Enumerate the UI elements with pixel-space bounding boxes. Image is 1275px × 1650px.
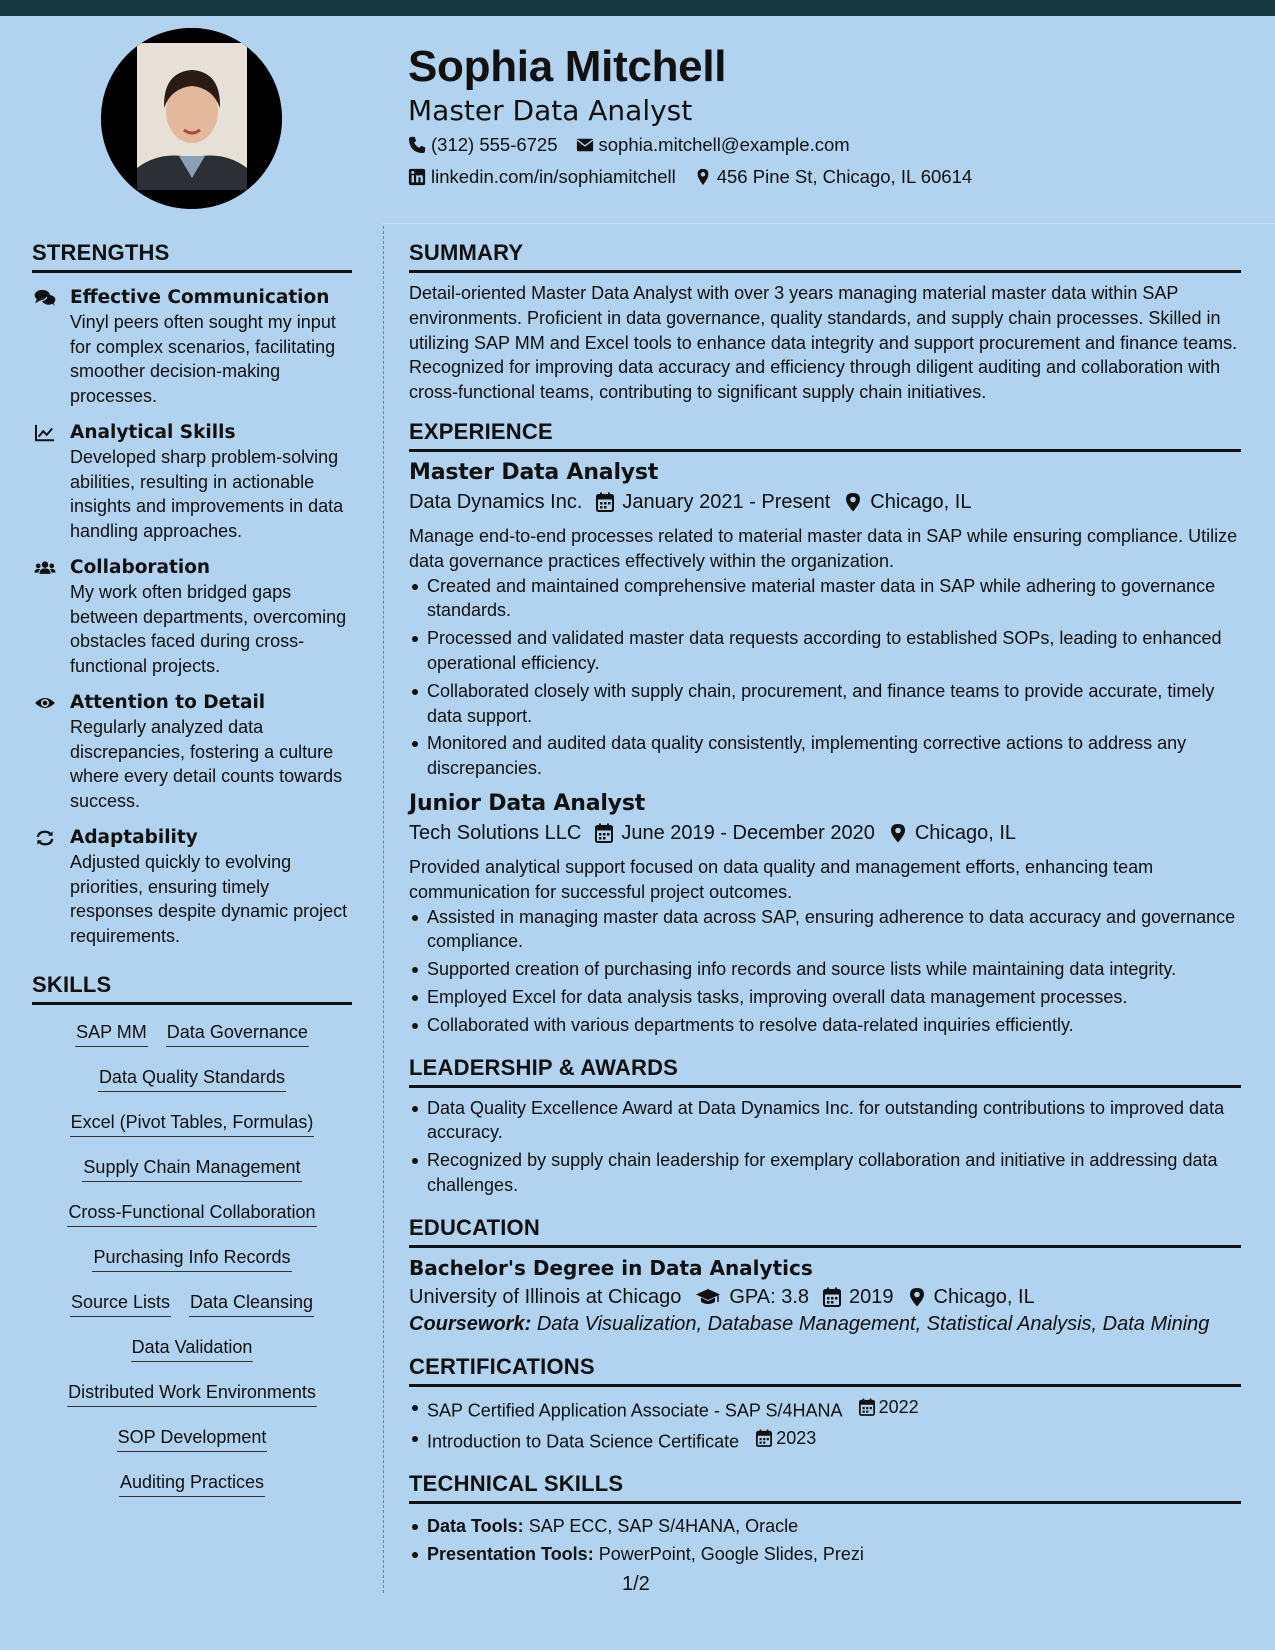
education-meta — [409, 1286, 1241, 1309]
strength-name: Analytical Skills — [70, 422, 236, 443]
candidate-name: Sophia Mitchell — [408, 42, 727, 91]
job-meta — [409, 822, 1241, 845]
certifications-heading: CERTIFICATIONS — [409, 1354, 1241, 1387]
contact-row-primary — [408, 134, 868, 156]
list-item: Collaborated closely with supply chain, procurement, and finance teams to provide accurate, timely data support. — [409, 679, 1241, 729]
list-item — [409, 1395, 1241, 1423]
education-section — [409, 1215, 1241, 1336]
skill-tag: Supply Chain Management — [82, 1155, 301, 1182]
linkedin — [408, 166, 676, 188]
job-dates: June 2019 - December 2020 — [621, 821, 875, 844]
list-item: Created and maintained comprehensive material master data in SAP while adhering to governance standards. — [409, 574, 1241, 624]
coursework-list: Data Visualization, Database Management, Statistical Analysis, Data Mining — [536, 1312, 1210, 1335]
certifications-list — [409, 1395, 1241, 1454]
company-name: Data Dynamics Inc. — [409, 490, 583, 513]
job-dates: January 2021 - Present — [622, 490, 831, 513]
profile-photo — [101, 28, 282, 209]
strength-name: Collaboration — [70, 557, 211, 578]
school-name: University of Illinois at Chicago — [409, 1285, 682, 1308]
strength-description: Vinyl peers often sought my input for complex scenarios, facilitating smoother decision-making processes. — [70, 312, 336, 406]
header-divider — [383, 223, 1275, 224]
certification-name: SAP Certified Application Associate - SAP S/4HANA — [427, 1400, 842, 1421]
strength-description: Developed sharp problem-solving abilities, resulting in actionable insights and improvements in data handling approaches. — [70, 447, 344, 541]
street-address: 456 Pine St, Chicago, IL 60614 — [716, 166, 973, 187]
tech-label: Data Tools: — [427, 1516, 524, 1537]
list-item: Monitored and audited data quality consistently, implementing corrective actions to address any discrepancies. — [409, 731, 1241, 781]
email — [576, 134, 850, 156]
sync-icon — [34, 829, 56, 847]
skill-tag: Data Validation — [131, 1335, 254, 1362]
job-location: Chicago, IL — [914, 821, 1016, 844]
envelope-icon — [576, 136, 594, 154]
job-location: Chicago, IL — [870, 490, 972, 513]
skill-tag: Source Lists — [70, 1290, 171, 1317]
list-item: Collaborated with various departments to resolve data-related inquiries efficiently. — [409, 1013, 1241, 1038]
awards-list — [409, 1096, 1241, 1198]
strength-item — [32, 557, 352, 678]
calendar-icon — [595, 823, 613, 843]
map-marker-icon — [908, 1287, 926, 1307]
education-heading: EDUCATION — [409, 1215, 1241, 1248]
linkedin-url: linkedin.com/in/sophiamitchell — [431, 166, 676, 187]
skills-heading: SKILLS — [32, 972, 352, 1005]
coursework — [409, 1313, 1241, 1336]
strength-item — [32, 827, 352, 948]
sidebar — [32, 240, 352, 1510]
list-item — [409, 1514, 1241, 1539]
job-description: Provided analytical support focused on data quality and management efforts, enhancing team communication for successful project outcomes. — [409, 856, 1154, 902]
strength-name: Effective Communication — [70, 287, 330, 308]
eye-icon — [34, 694, 56, 712]
strength-description: Adjusted quickly to evolving priorities, ensuring timely responses despite dynamic project requirements. — [70, 852, 348, 946]
strength-description: My work often bridged gaps between departments, overcoming obstacles faced during cross-functional projects. — [70, 582, 347, 676]
calendar-icon — [596, 492, 614, 512]
skill-tag: Data Quality Standards — [98, 1065, 286, 1092]
list-item: Data Quality Excellence Award at Data Dynamics Inc. for outstanding contributions to improved data accuracy. — [409, 1096, 1241, 1146]
list-item: Processed and validated master data requests according to established SOPs, leading to enhanced operational efficiency. — [409, 626, 1241, 676]
contact-row-secondary — [408, 166, 990, 188]
technical-skills-section — [409, 1471, 1241, 1567]
job-title: Master Data Analyst — [409, 459, 659, 485]
school-location: Chicago, IL — [933, 1285, 1035, 1308]
calendar-icon — [859, 1398, 875, 1416]
strength-name: Attention to Detail — [70, 692, 266, 713]
list-item — [409, 1542, 1241, 1567]
coursework-label: Coursework: — [409, 1312, 532, 1335]
certification-year: 2022 — [878, 1396, 919, 1417]
gpa: GPA: 3.8 — [729, 1285, 810, 1308]
job-meta — [409, 491, 1241, 514]
certifications-section — [409, 1354, 1241, 1454]
strength-description: Regularly analyzed data discrepancies, fostering a culture where every detail counts towards success. — [70, 717, 343, 811]
job-bullets — [409, 905, 1241, 1038]
summary-section — [409, 240, 1241, 405]
technical-skills-heading: TECHNICAL SKILLS — [409, 1471, 1241, 1504]
phone-icon — [408, 136, 426, 154]
experience-section — [409, 419, 1241, 1038]
main-content — [409, 240, 1241, 1570]
skill-tag: Excel (Pivot Tables, Formulas) — [70, 1110, 315, 1137]
calendar-icon — [823, 1287, 841, 1307]
address — [694, 166, 972, 188]
list-item — [409, 1426, 1241, 1454]
phone-number: (312) 555-6725 — [431, 134, 558, 155]
company-name: Tech Solutions LLC — [409, 821, 582, 844]
graduation-cap-icon — [695, 1287, 721, 1307]
map-marker-icon — [694, 168, 712, 186]
calendar-icon — [756, 1429, 772, 1447]
technical-skills-list — [409, 1514, 1241, 1567]
top-bar — [0, 0, 1275, 16]
summary-heading: SUMMARY — [409, 240, 1241, 273]
skill-tag: Data Governance — [166, 1020, 309, 1047]
skill-tag: SAP MM — [75, 1020, 148, 1047]
strength-name: Adaptability — [70, 827, 198, 848]
candidate-title: Master Data Analyst — [408, 94, 693, 127]
phone — [408, 134, 558, 156]
list-item: Employed Excel for data analysis tasks, improving overall data management processes. — [409, 985, 1241, 1010]
tech-value: SAP ECC, SAP S/4HANA, Oracle — [528, 1516, 799, 1537]
comments-icon — [34, 289, 56, 307]
list-item: Supported creation of purchasing info records and source lists while maintaining data integrity. — [409, 957, 1241, 982]
graduation-year: 2019 — [849, 1285, 894, 1308]
strength-item — [32, 287, 352, 408]
job-bullets — [409, 574, 1241, 781]
chart-line-icon — [34, 424, 56, 442]
page-number: 1/2 — [622, 1573, 650, 1595]
certification-name: Introduction to Data Science Certificate — [427, 1431, 740, 1452]
tech-value: PowerPoint, Google Slides, Prezi — [598, 1543, 864, 1564]
users-icon — [34, 559, 56, 577]
job-description: Manage end-to-end processes related to material master data in SAP while ensuring compliance. Utilize data governance practices effectively within the organization. — [409, 525, 1238, 571]
awards-section — [409, 1055, 1241, 1198]
email-address: sophia.mitchell@example.com — [598, 134, 850, 155]
strengths-heading: STRENGTHS — [32, 240, 352, 273]
map-marker-icon — [889, 823, 907, 843]
skill-tag: Distributed Work Environments — [67, 1380, 317, 1407]
skill-tag: Cross-Functional Collaboration — [67, 1200, 316, 1227]
skill-tag: Auditing Practices — [119, 1470, 265, 1497]
skills-list — [32, 1005, 352, 1510]
strength-item — [32, 422, 352, 543]
summary-text: Detail-oriented Master Data Analyst with over 3 years managing material master data within SAP environments. Proficient in data governance, quality standards, and supply chain processes. Skilled in utilizing SAP MM and Excel tools to enhance data integrity and support procurement and finance teams. Recognized for improving data accuracy and efficiency through diligent auditing and collaboration with cross-functional teams, contributing to significant supply chain initiatives. — [409, 283, 1238, 403]
strength-item — [32, 692, 352, 813]
job-title: Junior Data Analyst — [409, 790, 646, 816]
awards-heading: LEADERSHIP & AWARDS — [409, 1055, 1241, 1088]
list-item: Recognized by supply chain leadership for exemplary collaboration and initiative in addressing data challenges. — [409, 1148, 1241, 1198]
skill-tag: Purchasing Info Records — [92, 1245, 291, 1272]
experience-heading: EXPERIENCE — [409, 419, 1241, 452]
certification-year: 2023 — [776, 1427, 817, 1448]
skill-tag: Data Cleansing — [189, 1290, 314, 1317]
degree: Bachelor's Degree in Data Analytics — [409, 1255, 813, 1280]
list-item: Assisted in managing master data across SAP, ensuring adherence to data accuracy and governance compliance. — [409, 905, 1241, 955]
tech-label: Presentation Tools: — [427, 1543, 594, 1564]
map-marker-icon — [844, 492, 862, 512]
skill-tag: SOP Development — [117, 1425, 268, 1452]
column-divider — [383, 226, 384, 1593]
linkedin-icon — [408, 168, 426, 186]
